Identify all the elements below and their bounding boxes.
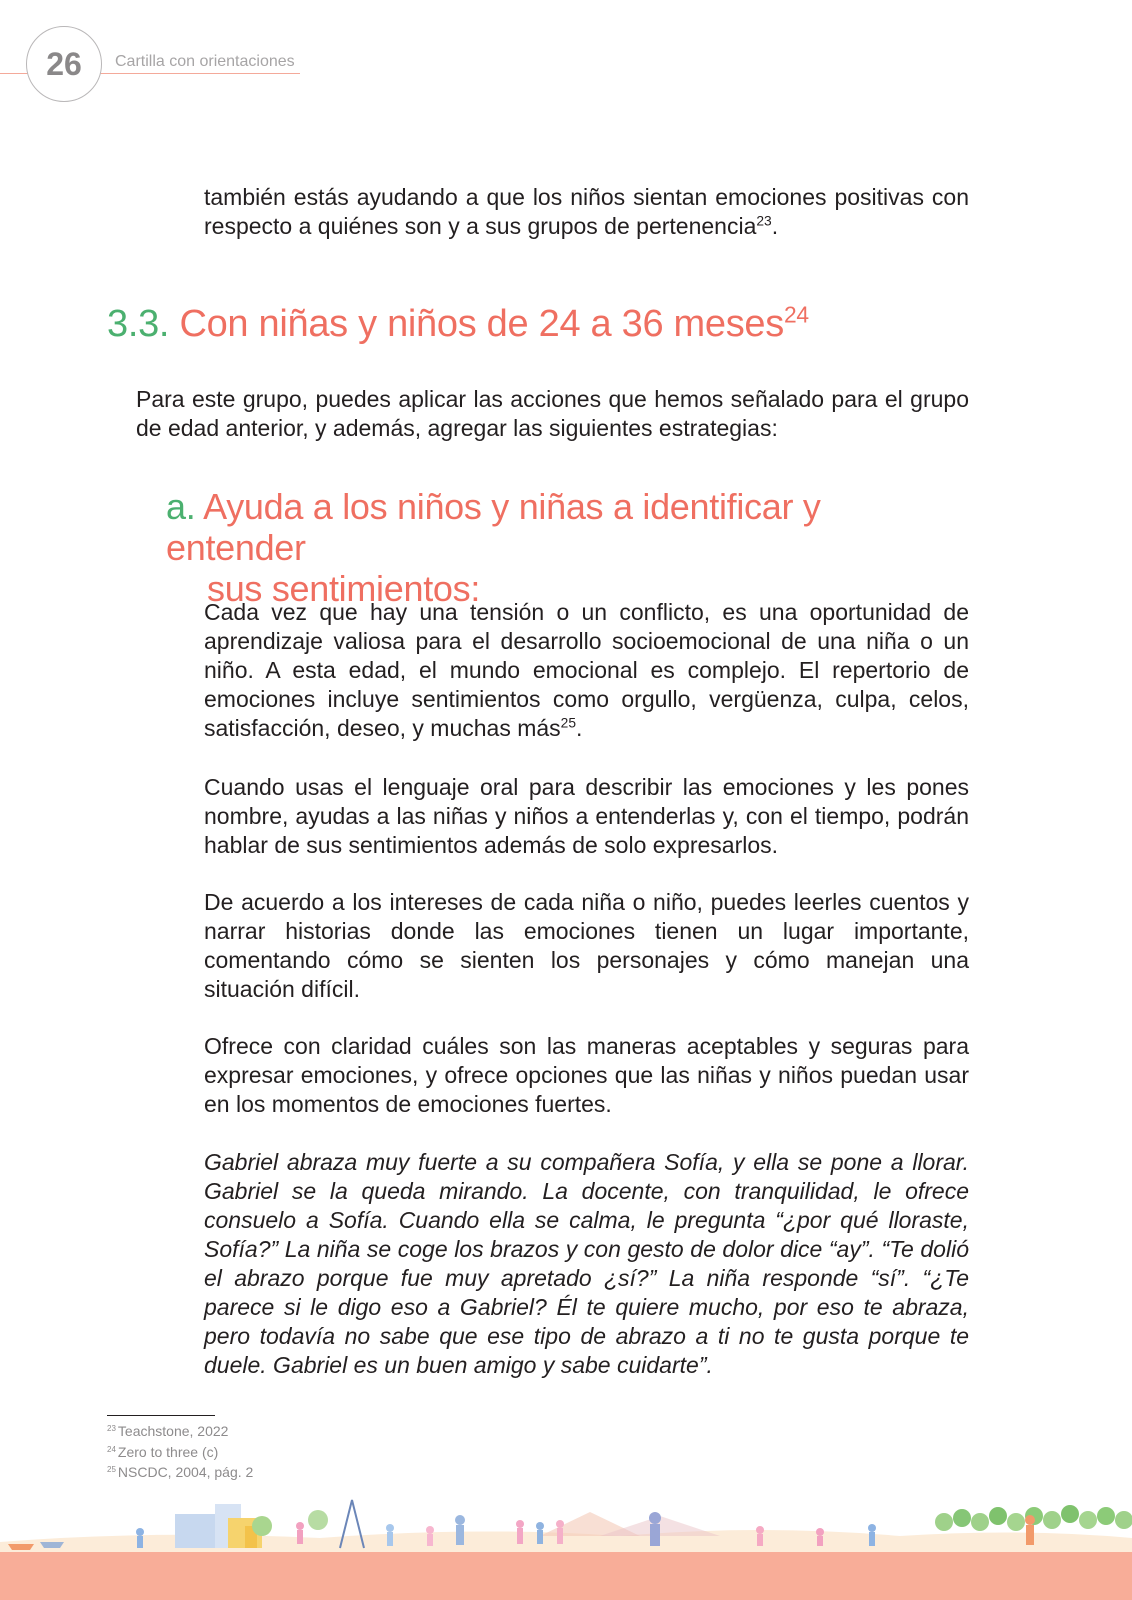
page-number: 26 (26, 26, 102, 102)
subsection-letter: a. (166, 486, 196, 527)
intro-text: también estás ayudando a que los niños sientan emociones positivas con respecto a quiénes son y a sus grupos de pertenencia (204, 184, 969, 239)
footnote-24: $^{24}$ Zero to three (c) (107, 1443, 219, 1460)
footer-illustration (0, 1496, 1132, 1554)
footnote-25: $^{25}$ NSCDC, 2004, pág. 2 (107, 1464, 254, 1480)
footer-band (0, 1552, 1132, 1600)
footnote-23: $^{23}$ Teachstone, 2022 (107, 1423, 229, 1439)
footnotes (107, 1420, 253, 1482)
paragraph-2: Cuando usas el lenguaje oral para describir las emociones y les pones nombre, ayudas a las niñas y niños a entenderlas y, con el tiempo, podrán hablar de sus sentimientos además de solo expresarlos. (204, 774, 969, 858)
paragraph-1: Cada vez que hay una tensión o un conflicto, es una oportunidad de aprendizaje valiosa para el desarrollo socioemocional de una niña o un niño. A esta edad, el mundo emocional es complejo. El repertorio de emociones incluye sentimientos como orgullo, vergüenza, culpa, celos, satisfacción, deseo, y muchas más$^{25}$. (204, 599, 969, 741)
running-header-title: Cartilla con orientaciones (115, 53, 295, 70)
footnote-ref-24: 24 (783, 301, 809, 328)
subsection-title-line2: sus sentimientos: (207, 568, 481, 609)
section-heading (107, 303, 809, 345)
section-title: Con niñas y niños de 24 a 36 meses (179, 303, 784, 345)
paragraph-4: Ofrece con claridad cuáles son las maneras aceptables y seguras para expresar emociones, y ofrece opciones que las niñas y niños puedan usar en los momentos de emociones fuertes. (204, 1033, 969, 1117)
footnote-rule (107, 1415, 215, 1416)
section-number: 3.3. (107, 303, 170, 345)
footnote-ref-25: 25 (560, 715, 577, 731)
intro-paragraph: también estás ayudando a que los niños sientan emociones positivas con respecto a quiénes son y a sus grupos de pertenencia$^{23}$. (204, 184, 969, 239)
subsection-heading (166, 486, 969, 609)
section-intro-paragraph: Para este grupo, puedes aplicar las acciones que hemos señalado para el grupo de edad anterior, y además, agregar las siguientes estrategias: (136, 386, 969, 441)
footnote-ref-23: 23 (756, 213, 772, 229)
paragraph-3: De acuerdo a los intereses de cada niña o niño, puedes leerles cuentos y narrar historias donde las emociones tienen un lugar importante, comentando cómo se sienten los personajes y cómo manejan una situación difícil. (204, 889, 969, 1002)
subsection-title-line1: Ayuda a los niños y niñas a identificar y entender (166, 486, 821, 568)
example-vignette: Gabriel abraza muy fuerte a su compañera Sofía, y ella se pone a llorar. Gabriel se la queda mirando. La docente, con tranquilidad, le ofrece consuelo a Sofía. Cuando ella se calma, le pregunta “¿por qué lloraste, Sofía?” La niña se coge los brazos y con gesto de dolor dice “ay”. “Te dolió el abrazo porque fue muy apretado ¿sí?” La niña responde “sí”. “¿Te parece si le digo eso a Gabriel? Él te quiere mucho, por eso te abraza, pero todavía no sabe que ese tipo de abrazo a ti no te gusta porque te duele. Gabriel es un buen amigo y sabe cuidarte”. (204, 1149, 969, 1378)
